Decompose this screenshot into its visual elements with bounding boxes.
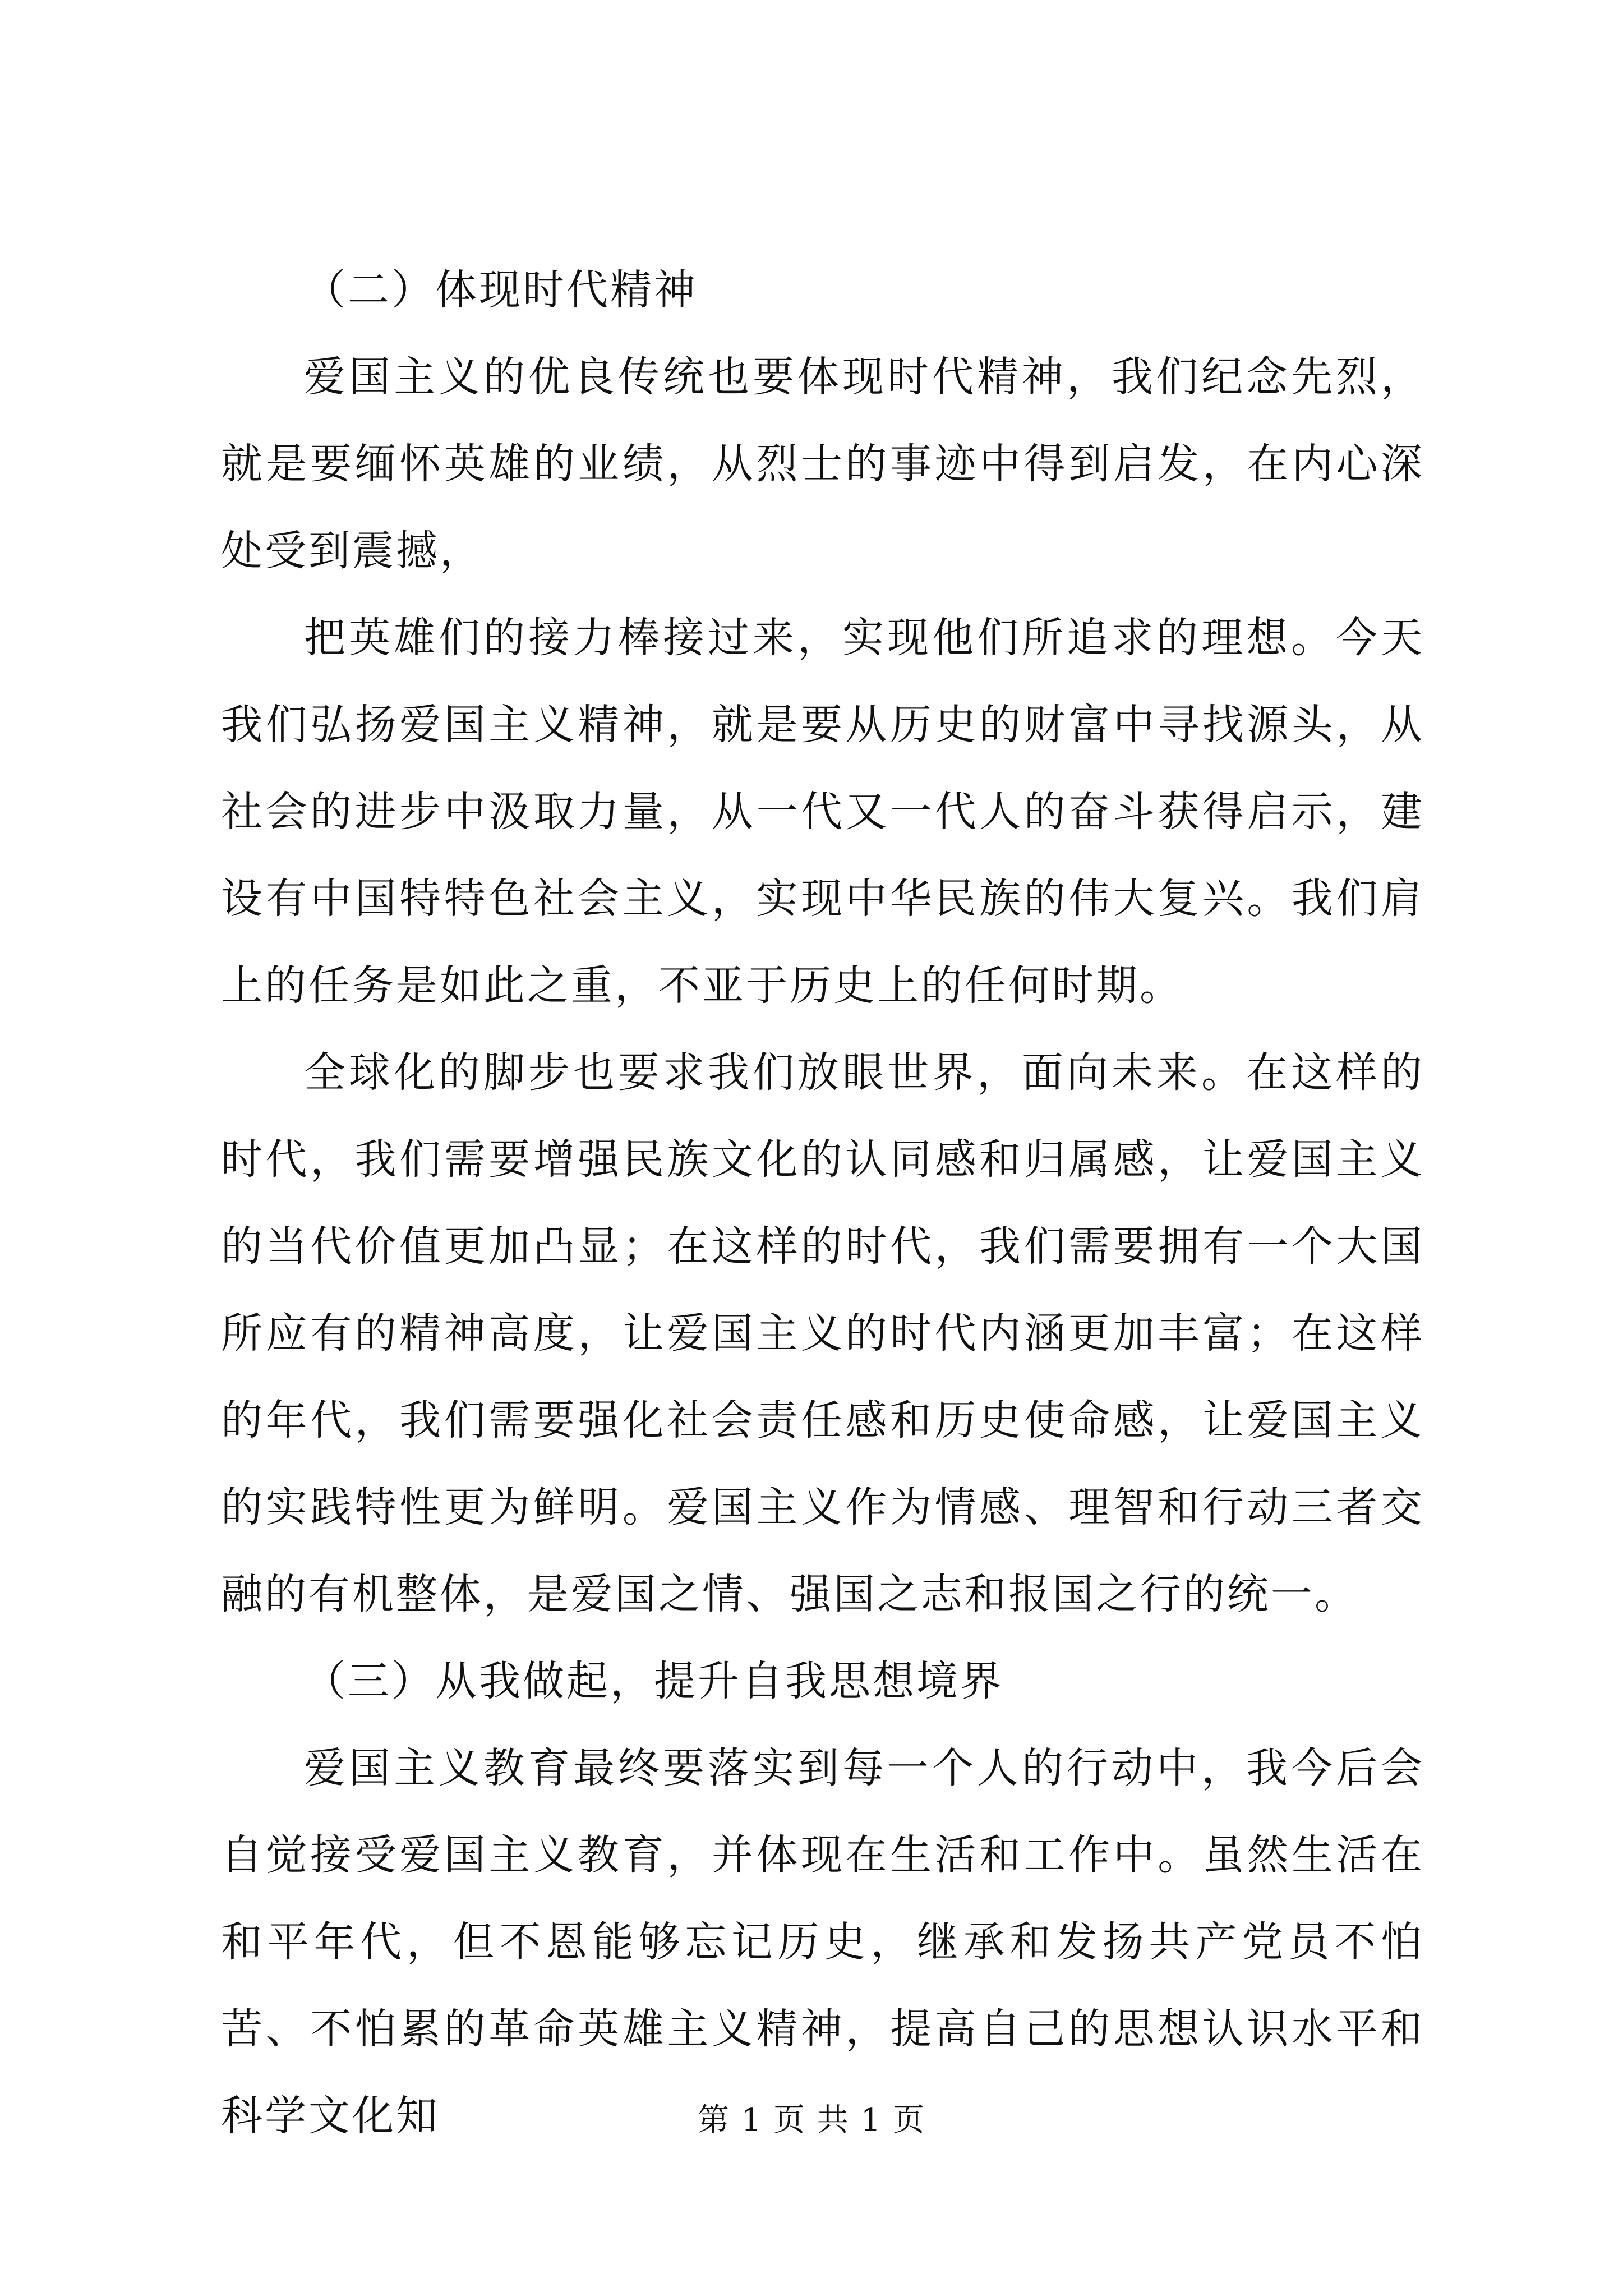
paragraph-2: 把英雄们的接力棒接过来，实现他们所追求的理想。今天我们弘扬爱国主义精神，就是要从历史的财富中寻找源头，从社会的进步中汲取力量，从一代又一代人的奋斗获得启示，建设有中国特特色社会主义，实现中华民族的伟大复兴。我们肩上的任务是如此之重，不亚于历史上的任何时期。 — [221, 614, 1424, 1010]
document-body — [221, 247, 1424, 2160]
section-heading-2: （二）体现时代精神 — [304, 266, 698, 314]
paragraph-3: 全球化的脚步也要求我们放眼世界，面向未来。在这样的时代，我们需要增强民族文化的认同感和归属感，让爱国主义的当代价值更加凸显；在这样的时代，我们需要拥有一个大国所应有的精神高度，让爱国主义的时代内涵更加丰富；在这样的年代，我们需要强化社会责任感和历史使命感，让爱国主义的实践特性更为鲜明。爱国主义作为情感、理智和行动三者交融的有机整体，是爱国之情、强国之志和报国之行的统一。 — [221, 1048, 1424, 1618]
paragraph-1: 爱国主义的优良传统也要体现时代精神，我们纪念先烈，就是要缅怀英雄的业绩，从烈士的事迹中得到启发，在内心深处受到震撼， — [221, 353, 1424, 575]
page-number-footer: 第 1 页 共 1 页 — [697, 2102, 926, 2138]
section-heading-3: （三）从我做起，提升自我思想境界 — [304, 1657, 1004, 1705]
paragraph-4: 爱国主义教育最终要落实到每一个人的行动中，我今后会自觉接受爱国主义教育，并体现在生活和工作中。虽然生活在和平年代，但不恩能够忘记历史，继承和发扬共产党员不怕苦、不怕累的革命英雄主义精神，提高自己的思想认识水平和科学文化知 — [221, 1744, 1424, 2140]
